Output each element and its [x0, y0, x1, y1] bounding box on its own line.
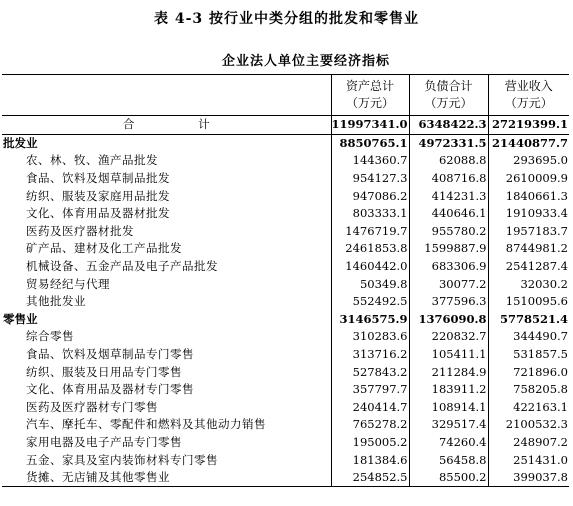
row-revenue: 8744981.2 [488, 240, 569, 258]
row-label: 纺织、服装及日用品专门零售 [26, 364, 182, 379]
row-revenue: 251431.0 [488, 451, 569, 469]
row-liabilities: 211284.9 [409, 363, 488, 381]
header-liabilities: 负债合计 （万元） [409, 75, 488, 116]
row-liabilities: 329517.4 [409, 416, 488, 434]
row-label: 机械设备、五金产品及电子产品批发 [26, 259, 218, 274]
table-row [2, 328, 569, 346]
row-label: 贸易经纪与代理 [26, 276, 110, 291]
table-row [2, 363, 569, 381]
row-revenue: 2541287.4 [488, 258, 569, 276]
row-label: 食品、饮料及烟草制品专门零售 [26, 347, 194, 362]
row-liabilities: 1599887.9 [409, 240, 488, 258]
row-assets: 954127.3 [331, 170, 409, 188]
table-row [2, 187, 569, 205]
table-row [2, 469, 569, 487]
row-liabilities: 105411.1 [409, 346, 488, 364]
row-assets: 310283.6 [331, 328, 409, 346]
total-liabilities: 6348422.3 [409, 116, 488, 135]
row-liabilities: 183911.2 [409, 381, 488, 399]
table-row [2, 293, 569, 311]
header-assets: 资产总计 （万元） [331, 75, 409, 116]
row-label: 其他批发业 [26, 294, 86, 309]
row-label: 纺织、服装及家庭用品批发 [26, 188, 170, 203]
row-assets: 313716.2 [331, 346, 409, 364]
row-revenue: 2100532.3 [488, 416, 569, 434]
row-assets: 1476719.7 [331, 223, 409, 241]
row-liabilities: 30077.2 [409, 275, 488, 293]
row-liabilities: 414231.3 [409, 187, 488, 205]
row-liabilities: 74260.4 [409, 434, 488, 452]
row-label: 农、林、牧、渔产品批发 [26, 153, 158, 168]
row-label: 医药及医疗器材批发 [26, 223, 134, 238]
row-revenue: 1957183.7 [488, 223, 569, 241]
row-revenue: 399037.8 [488, 469, 569, 487]
row-assets: 552492.5 [331, 293, 409, 311]
row-revenue: 758205.8 [488, 381, 569, 399]
table-row [2, 223, 569, 241]
row-assets: 181384.6 [331, 451, 409, 469]
row-label: 汽车、摩托车、零配件和燃料及其他动力销售 [26, 417, 266, 432]
section-row-wholesale [2, 134, 569, 152]
row-label: 文化、体育用品及器材批发 [26, 206, 170, 221]
row-liabilities: 85500.2 [409, 469, 488, 487]
total-row [2, 116, 569, 135]
table-title: 表 4-3 按行业中类分组的批发和零售业 [153, 11, 420, 27]
row-revenue: 248907.2 [488, 434, 569, 452]
row-revenue: 293695.0 [488, 152, 569, 170]
table-row [2, 434, 569, 452]
table-row [2, 346, 569, 364]
row-liabilities: 62088.8 [409, 152, 488, 170]
row-label: 医药及医疗器材专门零售 [26, 399, 158, 414]
table-row [2, 416, 569, 434]
row-label: 食品、饮料及烟草制品批发 [26, 171, 170, 186]
row-liabilities: 56458.8 [409, 451, 488, 469]
section-assets: 3146575.9 [331, 311, 409, 329]
row-revenue: 1510095.6 [488, 293, 569, 311]
row-liabilities: 108914.1 [409, 399, 488, 417]
section-assets: 8850765.1 [331, 134, 409, 152]
total-label: 合 计 [2, 116, 331, 135]
section-label: 批发业 [3, 135, 38, 150]
total-assets: 11997341.0 [331, 116, 409, 135]
row-assets: 357797.7 [331, 381, 409, 399]
table-row [2, 205, 569, 223]
row-label: 五金、家具及室内装饰材料专门零售 [26, 452, 218, 467]
row-liabilities: 955780.2 [409, 223, 488, 241]
section-liabilities: 1376090.8 [409, 311, 488, 329]
row-assets: 144360.7 [331, 152, 409, 170]
row-liabilities: 683306.9 [409, 258, 488, 276]
row-revenue: 32030.2 [488, 275, 569, 293]
row-assets: 527843.2 [331, 363, 409, 381]
row-revenue: 344490.7 [488, 328, 569, 346]
header-row [2, 75, 569, 116]
section-label: 零售业 [3, 311, 38, 326]
table-row [2, 381, 569, 399]
row-assets: 254852.5 [331, 469, 409, 487]
header-label-blank [2, 75, 331, 116]
row-assets: 1460442.0 [331, 258, 409, 276]
row-liabilities: 440646.1 [409, 205, 488, 223]
table-row [2, 399, 569, 417]
row-assets: 765278.2 [331, 416, 409, 434]
section-row-retail [2, 311, 569, 329]
row-revenue: 2610009.9 [488, 170, 569, 188]
row-revenue: 721896.0 [488, 363, 569, 381]
statistics-table [2, 74, 569, 487]
table-row [2, 152, 569, 170]
row-revenue: 531857.5 [488, 346, 569, 364]
row-revenue: 1840661.3 [488, 187, 569, 205]
row-assets: 947086.2 [331, 187, 409, 205]
row-revenue: 1910933.4 [488, 205, 569, 223]
row-liabilities: 377596.3 [409, 293, 488, 311]
table-row [2, 451, 569, 469]
row-assets: 195005.2 [331, 434, 409, 452]
row-liabilities: 220832.7 [409, 328, 488, 346]
row-label: 矿产品、建材及化工产品批发 [26, 241, 182, 256]
row-liabilities: 408716.8 [409, 170, 488, 188]
table-row [2, 240, 569, 258]
row-assets: 240414.7 [331, 399, 409, 417]
row-assets: 803333.1 [331, 205, 409, 223]
section-revenue: 21440877.7 [488, 134, 569, 152]
row-label: 文化、体育用品及器材专门零售 [26, 382, 194, 397]
table-row [2, 258, 569, 276]
table-row [2, 170, 569, 188]
row-label: 家用电器及电子产品专门零售 [26, 434, 182, 449]
row-assets: 2461853.8 [331, 240, 409, 258]
row-revenue: 422163.1 [488, 399, 569, 417]
row-label: 综合零售 [26, 329, 74, 344]
table-row [2, 275, 569, 293]
section-revenue: 5778521.4 [488, 311, 569, 329]
row-label: 货摊、无店铺及其他零售业 [2, 469, 331, 487]
total-revenue: 27219399.1 [488, 116, 569, 135]
section-liabilities: 4972331.5 [409, 134, 488, 152]
row-assets: 50349.8 [331, 275, 409, 293]
header-revenue: 营业收入 （万元） [488, 75, 569, 116]
